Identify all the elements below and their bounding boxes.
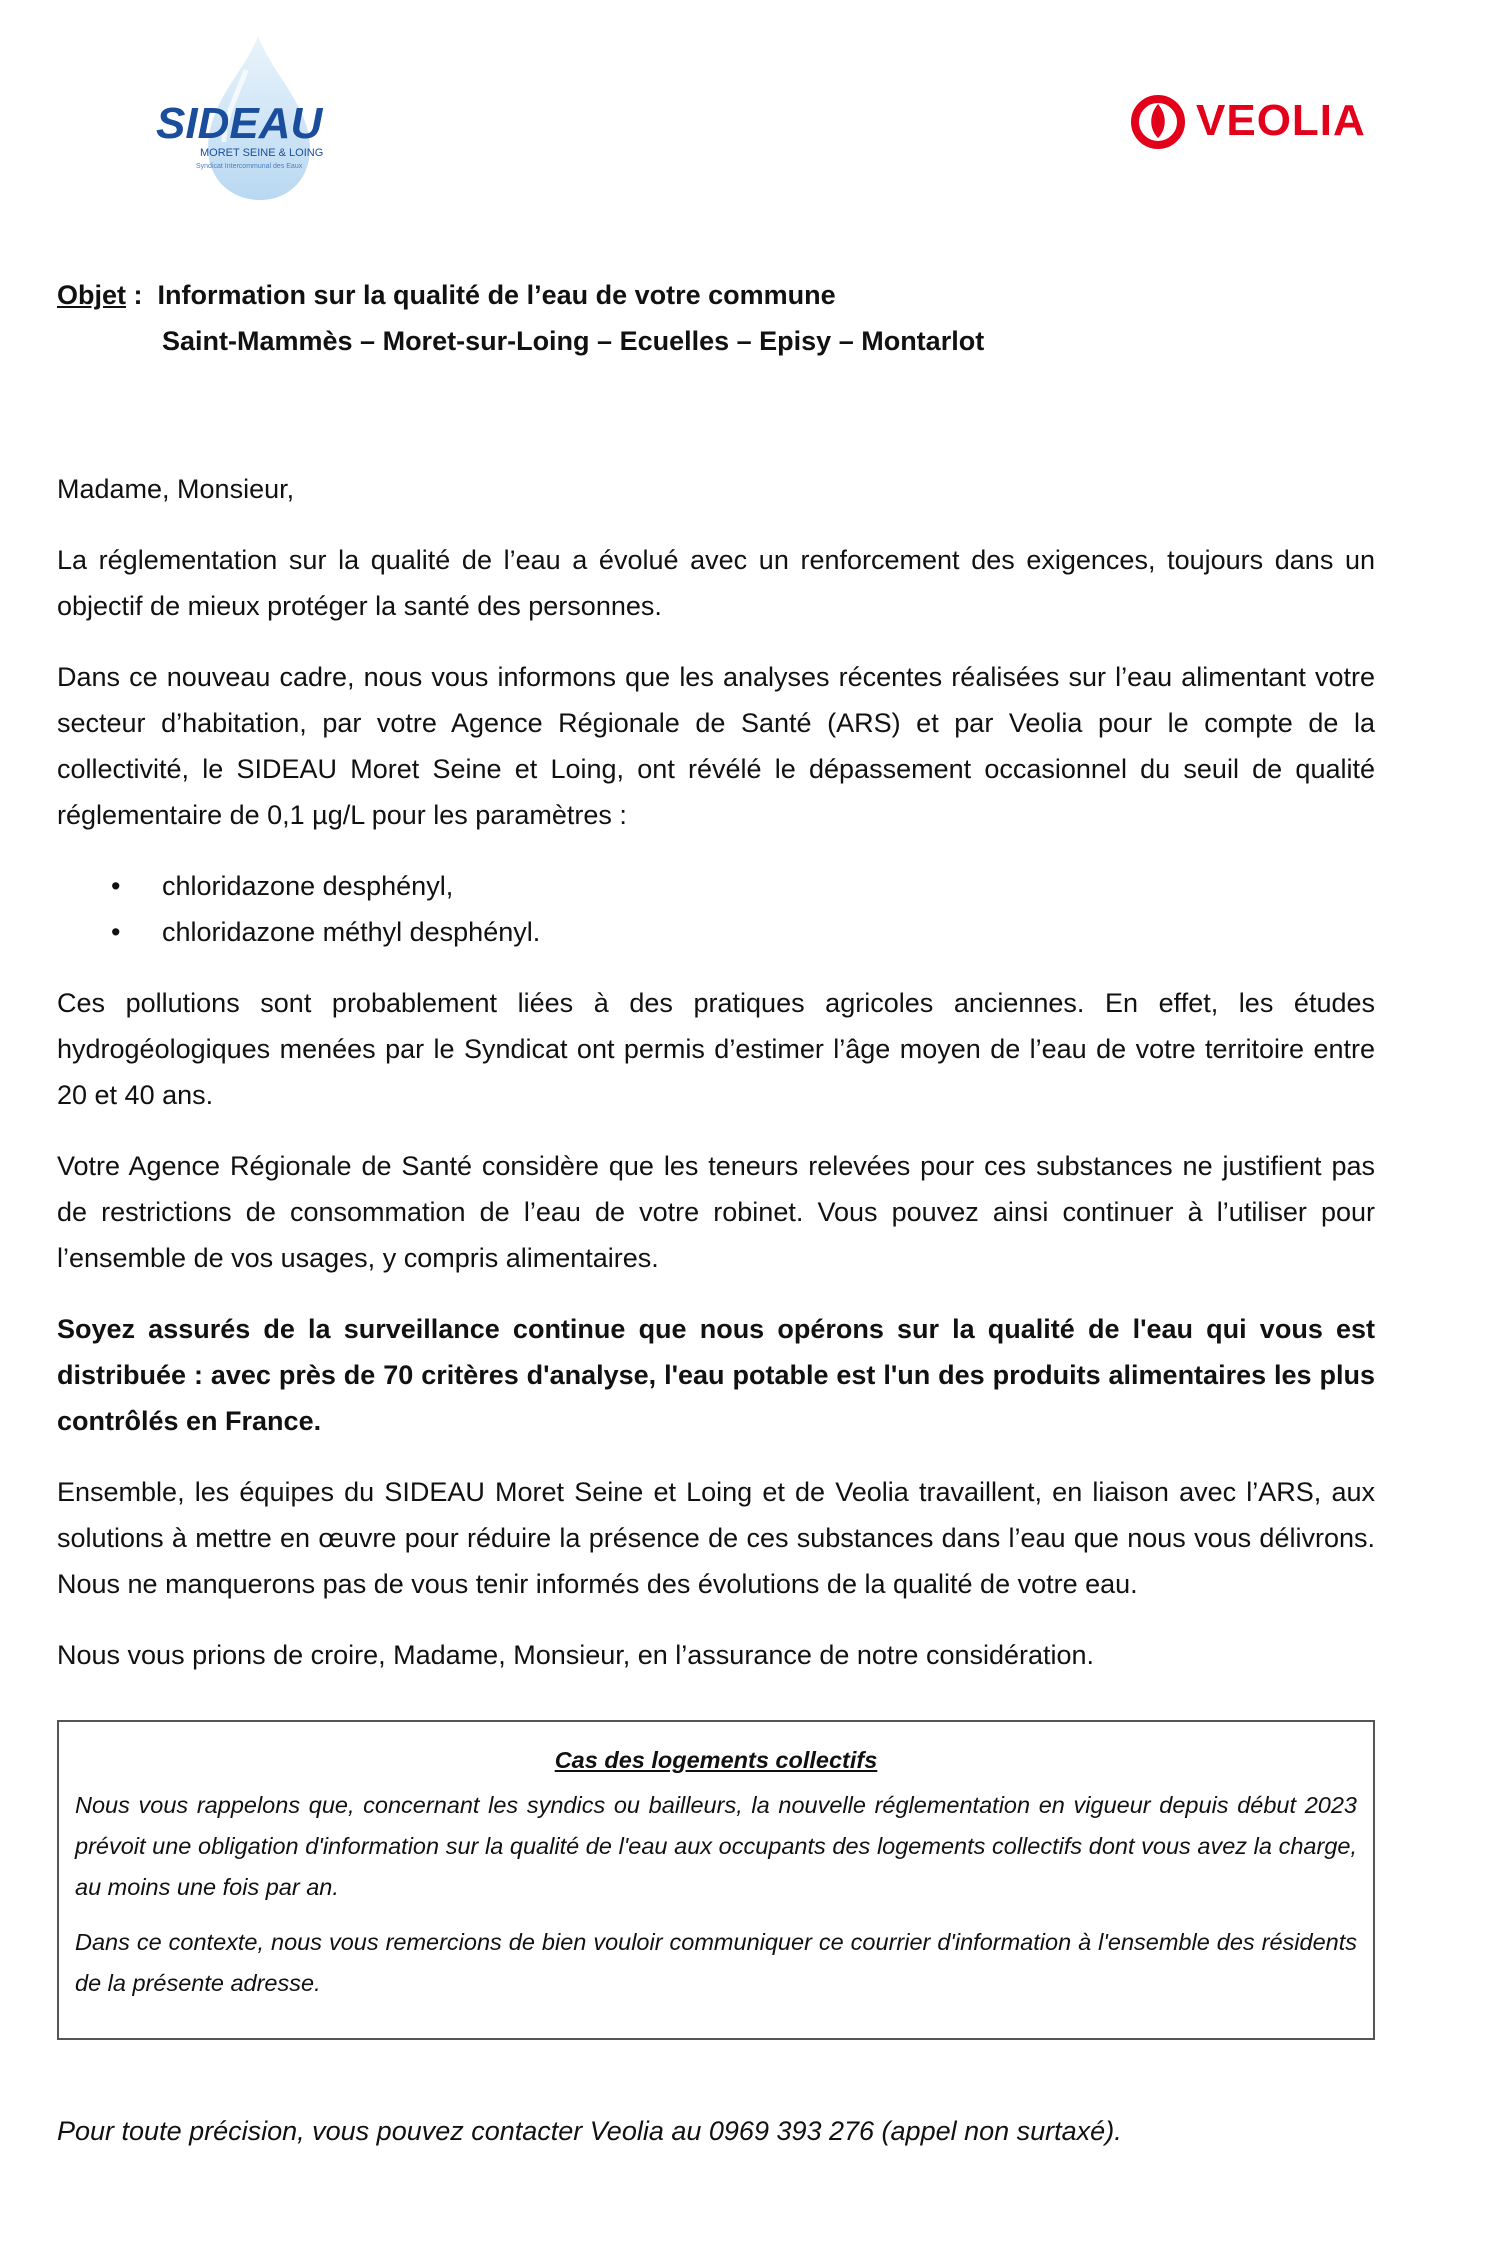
subject-line-1: Information sur la qualité de l’eau de votre commune — [157, 280, 836, 310]
sideau-tagline: Syndicat Intercommunal des Eaux — [196, 163, 303, 170]
subject-block — [57, 272, 984, 364]
veolia-wordmark: VEOLIA — [1196, 96, 1366, 145]
subject-separator: : — [126, 280, 143, 310]
bullet-icon: • — [111, 917, 121, 947]
greeting: Madame, Monsieur, — [57, 474, 295, 504]
paragraph-ars: Votre Agence Régionale de Santé considère que les teneurs relevées pour ces substances ne justifient pas de restrictions de consommation de l’eau de votre robinet. Vous pouvez ainsi continuer à l’utiliser pour l’ensemble de vos usages, y compris alimentaires. — [57, 1151, 1375, 1273]
bullet-icon: • — [111, 871, 121, 901]
paragraph-surveillance: Soyez assurés de la surveillance continue que nous opérons sur la qualité de l'eau qui vous est distribuée : avec près de 70 critères d'analyse, l'eau potable est l'un des produits alimentaires les plus contrôlés en France. — [57, 1314, 1375, 1436]
list-item: • chloridazone méthyl desphényl. — [57, 909, 1375, 955]
contact-footer: Pour toute précision, vous pouvez contacter Veolia au 0969 393 276 (appel non surtaxé). — [57, 2116, 1122, 2146]
sideau-subtitle: MORET SEINE & LOING — [200, 147, 324, 159]
paragraph-ensemble: Ensemble, les équipes du SIDEAU Moret Seine et Loing et de Veolia travaillent, en liaison avec l’ARS, aux solutions à mettre en œuvre pour réduire la présence de ces substances dans l’eau que nous vous délivrons. Nous ne manquerons pas de vous tenir informés des évolutions de la qualité de votre eau. — [57, 1477, 1375, 1599]
collective-housing-box — [57, 1720, 1375, 2040]
paragraph-closing: Nous vous prions de croire, Madame, Monsieur, en l’assurance de notre considération. — [57, 1640, 1095, 1670]
letter-body — [57, 466, 1375, 1703]
subject-label: Objet — [57, 280, 127, 310]
paragraph-pollution: Ces pollutions sont probablement liées à des pratiques agricoles anciennes. En effet, les études hydrogéologiques menées par le Syndicat ont permis d’estimer l’âge moyen de l’eau de votre territoire entre 20 et 40 ans. — [57, 988, 1375, 1110]
sideau-wordmark: SIDEAU — [156, 99, 323, 148]
box-paragraph-request: Dans ce contexte, nous vous remercions de bien vouloir communiquer ce courrier d'information à l'ensemble des résidents de la présente adresse. — [75, 1929, 1357, 1996]
list-item: • chloridazone desphényl, — [57, 863, 1375, 909]
veolia-logo — [1130, 90, 1410, 160]
subject-line-2: Saint-Mammès – Moret-sur-Loing – Ecuelles – Episy – Montarlot — [162, 326, 985, 356]
sideau-logo — [150, 30, 330, 205]
box-title: Cas des logements collectifs — [554, 1747, 878, 1773]
veolia-symbol-icon — [1130, 90, 1190, 154]
paragraph-analyses: Dans ce nouveau cadre, nous vous informons que les analyses récentes réalisées sur l’eau alimentant votre secteur d’habitation, par votre Agence Régionale de Santé (ARS) et par Veolia pour le compte de la collectivité, le SIDEAU Moret Seine et Loing, ont révélé le dépassement occasionnel du seuil de qualité réglementaire de 0,1 µg/L pour les paramètres : — [57, 662, 1375, 830]
parameter-list — [57, 863, 1375, 955]
water-drop-icon — [150, 30, 330, 205]
paragraph-regulation: La réglementation sur la qualité de l’eau a évolué avec un renforcement des exigences, toujours dans un objectif de mieux protéger la santé des personnes. — [57, 545, 1375, 621]
box-paragraph-reminder: Nous vous rappelons que, concernant les syndics ou bailleurs, la nouvelle réglementation en vigueur depuis début 2023 prévoit une obligation d'information sur la qualité de l'eau aux occupants des logements collectifs dont vous avez la charge, au moins une fois par an. — [75, 1792, 1357, 1900]
